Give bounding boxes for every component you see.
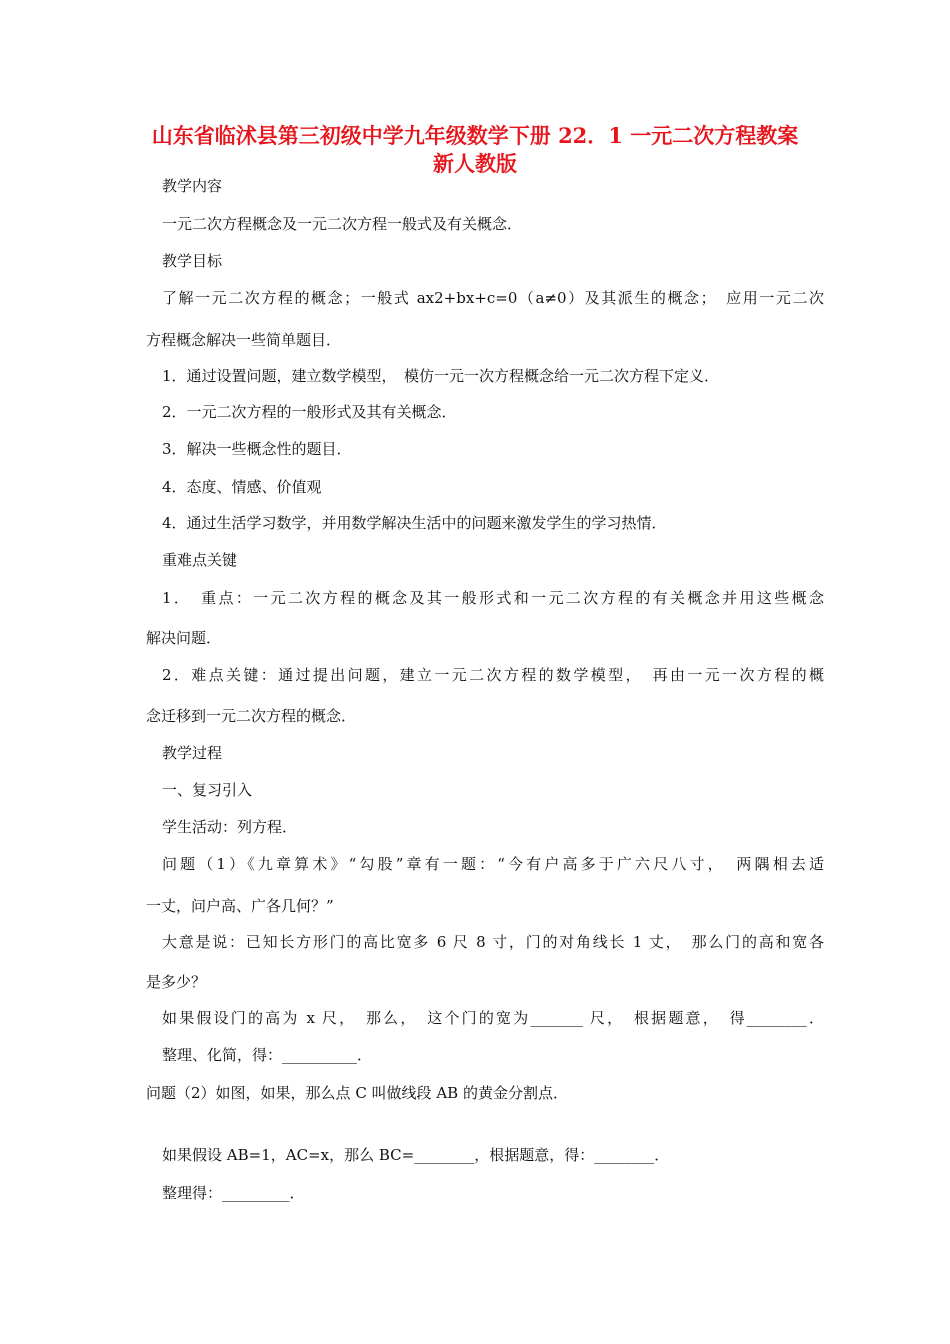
section-heading-key-points: 重难点关键 bbox=[162, 551, 238, 569]
section-heading-teaching-process: 教学过程 bbox=[162, 744, 223, 762]
paragraph-line: 学生活动：列方程． bbox=[162, 818, 298, 836]
paragraph-line: 大意是说：已知长方形门的高比宽多 6 尺 8 寸，门的对角线长 1 丈， 那么门的高和宽各 bbox=[162, 933, 824, 951]
list-item: 2．难点关键：通过提出问题，建立一元二次方程的数学模型， 再由一元一次方程的概 bbox=[162, 666, 824, 684]
paragraph-line: 了解一元二次方程的概念；一般式 ax2+bx+c=0（a≠0）及其派生的概念； 应用一元二次 bbox=[162, 289, 824, 307]
problem-line: 一丈，问户高、广各几何？” bbox=[146, 897, 334, 915]
list-item: 1． 重点：一元二次方程的概念及其一般形式和一元二次方程的有关概念并用这些概念 bbox=[162, 589, 824, 607]
paragraph-line: 一元二次方程概念及一元二次方程一般式及有关概念． bbox=[162, 215, 523, 233]
paragraph-line: 念迁移到一元二次方程的概念． bbox=[146, 707, 357, 725]
exercise-line: 整理、化简，得：__________． bbox=[162, 1046, 373, 1064]
list-item: 3．解决一些概念性的题目． bbox=[162, 440, 352, 458]
document-title: 山东省临沭县第三初级中学九年级数学下册 22．1 一元二次方程教案 新人教版 bbox=[151, 123, 799, 176]
problem-line: 问题（1）《九章算术》“勾股”章有一题：“今有户高多于广六尺八寸， 两隅相去适 bbox=[162, 855, 824, 873]
list-item: 2．一元二次方程的一般形式及其有关概念． bbox=[162, 403, 457, 421]
list-item: 1．通过设置问题，建立数学模型， 模仿一元一次方程概念给一元二次方程下定义． bbox=[162, 367, 720, 385]
list-item: 4．通过生活学习数学，并用数学解决生活中的问题来激发学生的学习热情． bbox=[162, 514, 667, 532]
problem-line: 问题（2）如图，如果，那么点 C 叫做线段 AB 的黄金分割点． bbox=[146, 1084, 568, 1102]
paragraph-line: 解决问题． bbox=[146, 629, 222, 647]
subsection-heading: 一、复习引入 bbox=[162, 781, 253, 799]
exercise-line: 如果假设门的高为 x 尺， 那么， 这个门的宽为_______ 尺， 根据题意， 得________． bbox=[162, 1009, 824, 1027]
section-heading-teaching-goals: 教学目标 bbox=[162, 252, 223, 270]
section-heading-teaching-content: 教学内容 bbox=[162, 177, 223, 195]
exercise-line: 如果假设 AB=1，AC=x，那么 BC=________，根据题意，得：________． bbox=[162, 1146, 670, 1164]
paragraph-line: 是多少？ bbox=[146, 973, 207, 991]
exercise-line: 整理得：_________． bbox=[162, 1184, 305, 1202]
paragraph-line: 方程概念解决一些简单题目． bbox=[146, 331, 342, 349]
list-item: 4．态度、情感、价值观 bbox=[162, 478, 322, 496]
